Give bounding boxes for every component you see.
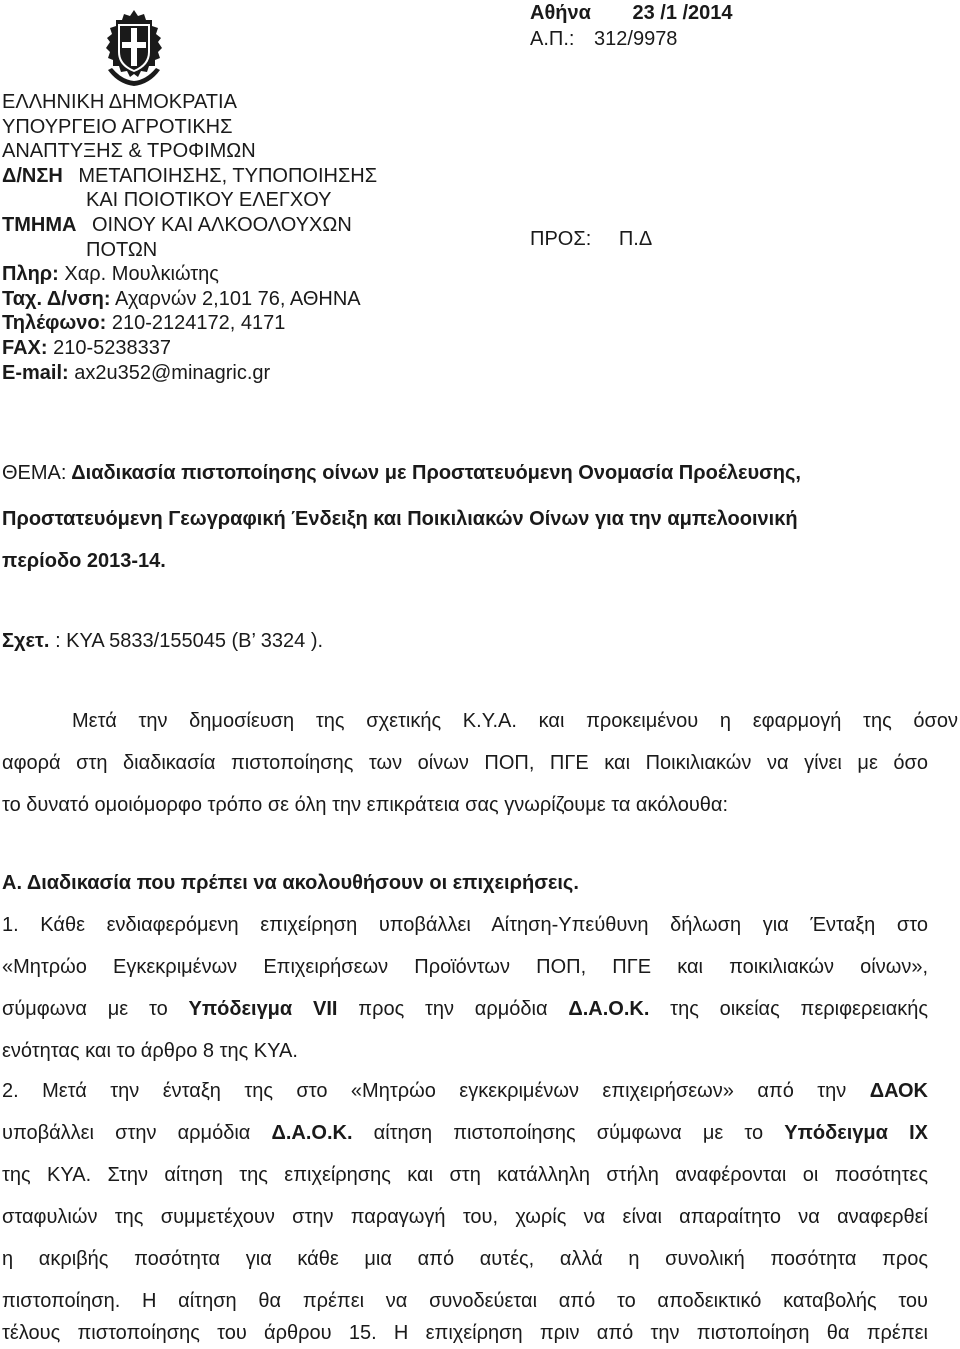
intro-line-1: Μετά την δημοσίευση της σχετικής Κ.Υ.Α. και προκειμένου η εφαρμογή της όσον bbox=[72, 710, 958, 732]
issuer-line-1: ΕΛΛΗΝΙΚΗ ΔΗΜΟΚΡΑΤΙΑ bbox=[2, 91, 237, 113]
item1-line-3 bbox=[2, 998, 928, 1021]
address-label: Ταχ. Δ/νση: bbox=[2, 287, 111, 310]
reference-value: : ΚΥΑ 5833/155045 (Β’ 3324 ). bbox=[55, 630, 324, 652]
item2-line-1-pre: 2. Μετά την ένταξη της στο «Μητρώο εγκεκριμένων επιχειρήσεων» από την bbox=[2, 1080, 847, 1102]
directorate-label: Δ/ΝΣΗ bbox=[2, 164, 63, 187]
fax-label: FAX: bbox=[2, 336, 48, 359]
item2-line-3: της ΚΥΑ. Στην αίτηση της επιχείρησης και στη κατάλληλη στήλη αναφέρονται οι ποσότητες bbox=[2, 1164, 928, 1186]
date-line bbox=[530, 2, 733, 25]
item2-line-2-mid: αίτηση πιστοποίησης σύμφωνα με το bbox=[373, 1122, 764, 1144]
directorate-line-1 bbox=[2, 164, 377, 189]
phone-value: 210-2124172, 4171 bbox=[111, 312, 286, 335]
protocol-line bbox=[530, 28, 677, 51]
item1-line-1: 1. Κάθε ενδιαφερόμενη επιχείρηση υποβάλλει Αίτηση-Υπεύθυνη δήλωση για Ένταξη στο bbox=[2, 914, 928, 936]
item1-line-3-pre: σύμφωνα με το bbox=[2, 998, 168, 1020]
department-line-2: ΠΟΤΩΝ bbox=[86, 238, 158, 261]
intro-line-2: αφορά στη διαδικασία πιστοποίησης των οίνων ΠΟΠ, ΠΓΕ και Ποικιλιακών να γίνει με όσο bbox=[2, 752, 928, 774]
subject-line-1 bbox=[2, 462, 801, 485]
item2-line-5: η ακριβής ποσότητα για κάθε μια από αυτές, αλλά η συνολική ποσότητα προς bbox=[2, 1248, 928, 1270]
item1-line-3-post: της οικείας περιφερειακής bbox=[670, 998, 929, 1020]
recipient-label: ΠΡΟΣ: bbox=[530, 228, 592, 250]
greek-coat-of-arms-icon bbox=[98, 8, 170, 88]
issuer-line-3: ΑΝΑΠΤΥΞΗΣ & ΤΡΟΦΙΜΩΝ bbox=[2, 140, 256, 163]
subject-text-1: Διαδικασία πιστοποίησης οίνων με Προστατευόμενη Ονομασία Προέλευσης, bbox=[71, 462, 801, 484]
department-label: ΤΜΗΜΑ bbox=[2, 213, 77, 236]
date-label: Αθήνα bbox=[530, 2, 591, 24]
contact-info-line bbox=[2, 262, 377, 287]
subject-label: ΘΕΜΑ: bbox=[2, 462, 67, 484]
protocol-value: 312/9978 bbox=[594, 28, 678, 50]
fax-value: 210-5238337 bbox=[53, 336, 172, 359]
recipient-line bbox=[530, 228, 652, 251]
daok-ref-1: Δ.Α.Ο.Κ. bbox=[568, 998, 650, 1020]
address-line bbox=[2, 287, 377, 312]
daok-ref-3: Δ.Α.Ο.Κ. bbox=[271, 1122, 353, 1144]
contact-info-label: Πληρ: bbox=[2, 263, 59, 286]
phone-label: Τηλέφωνο: bbox=[2, 312, 107, 335]
email-line bbox=[2, 361, 377, 386]
daok-ref-2: ΔΑΟΚ bbox=[869, 1080, 928, 1102]
item2-line-4: σταφυλιών της συμμετέχουν στην παραγωγή του, χωρίς να είναι απαραίτητο να αναφερθεί bbox=[2, 1206, 928, 1228]
recipient-value: Π.Δ bbox=[618, 228, 653, 250]
address-value: Αχαρνών 2,101 76, ΑΘΗΝΑ bbox=[114, 287, 361, 310]
directorate-line-2: ΚΑΙ ΠΟΙΟΤΙΚΟΥ ΕΛΕΓΧΟΥ bbox=[86, 189, 332, 212]
item2-line-2-pre: υποβάλλει στην αρμόδια bbox=[2, 1122, 251, 1144]
issuer-block bbox=[2, 90, 377, 385]
item1-line-2: «Μητρώο Εγκεκριμένων Επιχειρήσεων Προϊόντων ΠΟΠ, ΠΓΕ και ποικιλιακών οίνων», bbox=[2, 956, 928, 978]
item2-line-6: πιστοποίηση. Η αίτηση θα πρέπει να συνοδεύεται από το αποδεικτικό καταβολής του bbox=[2, 1290, 928, 1312]
directorate-name-1: ΜΕΤΑΠΟΙΗΣΗΣ, ΤΥΠΟΠΟΙΗΣΗΣ bbox=[78, 164, 378, 187]
item2-line-1 bbox=[2, 1080, 928, 1103]
subject-line-2: Προστατευόμενη Γεωγραφική Ένδειξη και Ποικιλιακών Οίνων για την αμπελοοινική bbox=[2, 508, 798, 530]
subject-line-3: περίοδο 2013-14. bbox=[2, 550, 166, 572]
template-ix-ref: Υπόδειγμα ΙΧ bbox=[784, 1122, 928, 1144]
department-line-1 bbox=[2, 213, 377, 238]
item1-line-4: ενότητας και το άρθρο 8 της ΚΥΑ. bbox=[2, 1040, 298, 1062]
issuer-line-2: ΥΠΟΥΡΓΕΙΟ ΑΓΡΟΤΙΚΗΣ bbox=[2, 115, 233, 138]
email-value: ax2u352@minagric.gr bbox=[74, 361, 271, 384]
date-value: 23 /1 /2014 bbox=[632, 2, 733, 24]
intro-line-3: το δυνατό ομοιόμορφο τρόπο σε όλη την επικράτεια σας γνωρίζουμε τα ακόλουθα: bbox=[2, 794, 728, 816]
item2-line-7: τέλους πιστοποίησης του άρθρου 15. Η επιχείρηση πριν από την πιστοποίηση θα πρέπει bbox=[2, 1322, 928, 1344]
section-a-title: Α. Διαδικασία που πρέπει να ακολουθήσουν οι επιχειρήσεις. bbox=[2, 872, 579, 894]
email-label: E-mail: bbox=[2, 361, 69, 384]
protocol-label: Α.Π.: bbox=[530, 28, 575, 50]
fax-line bbox=[2, 336, 377, 361]
reference-label: Σχετ. bbox=[2, 630, 50, 652]
phone-line bbox=[2, 311, 377, 336]
template-vii-ref: Υπόδειγμα VII bbox=[188, 998, 338, 1020]
contact-info-value: Χαρ. Μουλκιώτης bbox=[64, 263, 219, 286]
item2-line-2 bbox=[2, 1122, 928, 1145]
reference-line bbox=[2, 630, 323, 653]
department-name-1: ΟΙΝΟΥ ΚΑΙ ΑΛΚΟΟΛΟΥΧΩΝ bbox=[92, 213, 352, 236]
item1-line-3-mid: προς την αρμόδια bbox=[358, 998, 548, 1020]
